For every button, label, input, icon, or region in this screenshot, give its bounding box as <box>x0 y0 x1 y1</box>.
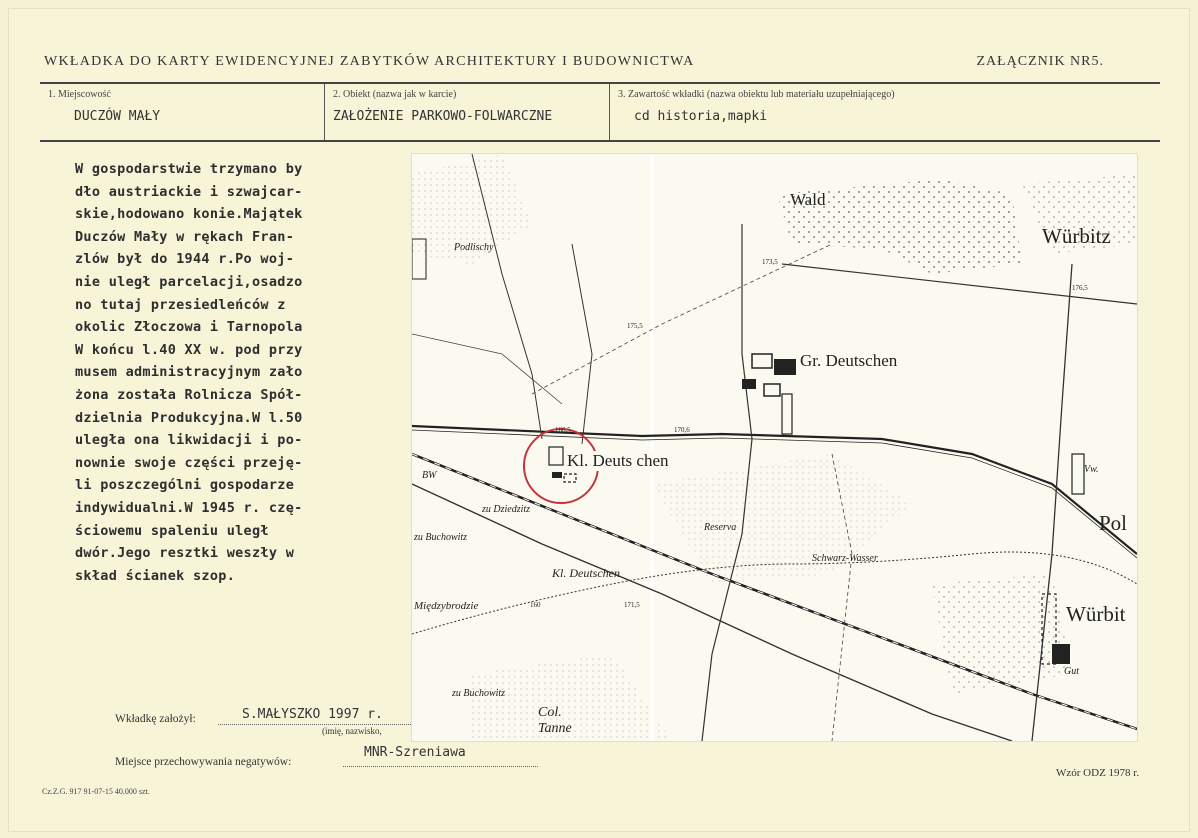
field-locality <box>40 84 324 140</box>
text-line: li poszczególni gospodarze <box>75 477 295 494</box>
text-line: skie,hodowano konie.Majątek <box>75 206 303 223</box>
map-label-zu-buchowitz-2: zu Buchowitz <box>452 688 506 699</box>
text-line: W końcu l.40 XX w. pod przy <box>75 341 303 358</box>
text-line: dwór.Jego resztki weszły w <box>75 545 295 562</box>
map-elevation: 170,6 <box>674 426 690 434</box>
field-object <box>324 84 609 140</box>
text-line: Duczów Mały w rękach Fran- <box>75 228 295 245</box>
map-label-zu-dziedzitz: zu Dziedzitz <box>482 504 531 515</box>
field-object-label: 2. Obiekt (nazwa jak w karcie) <box>333 89 457 100</box>
storage-line <box>343 766 538 767</box>
founder-label: Wkładkę założył: <box>115 713 196 725</box>
map-drawing <box>412 154 1137 741</box>
map-label-zu-buchowitz: zu Buchowitz <box>414 532 468 543</box>
founder-hint: (imię, nazwisko, <box>322 726 382 736</box>
map-label-miedzybrodzie: Międzybrodzie <box>414 600 479 612</box>
text-line: ściowemu spaleniu uległ <box>75 522 269 539</box>
map-label-col-tanne: Col. Tanne <box>538 705 572 736</box>
map-elevation: 175,5 <box>627 322 643 330</box>
map-label-wurbitz-bottom: Würbit <box>1066 602 1126 626</box>
map-label-wald: Wald <box>790 190 826 209</box>
map-elevation: 173,5 <box>762 258 778 266</box>
map-label-vw: Vw. <box>1084 464 1099 475</box>
text-line: żona została Rolnicza Spół- <box>75 386 303 403</box>
text-line: W gospodarstwie trzymano by <box>75 161 303 177</box>
map-label-schwarz-wasser: Schwarz-Wasser <box>812 553 878 564</box>
text-line: nownie swoje części przeję- <box>75 454 303 471</box>
map-elevation: 171,5 <box>624 601 640 609</box>
text-line: indywidualni.W 1945 r. czę- <box>75 499 303 516</box>
form-title: WKŁADKA DO KARTY EWIDENCYJNEJ ZABYTKÓW ARCHITEKTURY I BUDOWNICTWA <box>44 54 695 69</box>
text-line: musem administracyjnym zało <box>75 364 303 381</box>
map-label-pol: Pol <box>1099 511 1128 535</box>
founder-value: S.MAŁYSZKO 1997 r. <box>242 707 383 722</box>
text-line: okolic Złoczowa i Tarnopola <box>75 319 303 336</box>
text-line: nie uległ parcelacji,osadzo <box>75 273 303 290</box>
map-label-kl-deutschen-main: Kl. Deuts chen <box>567 451 669 470</box>
map-label-podlischy: Podlischy <box>454 242 494 253</box>
field-contents-value: cd historia,mapki <box>634 109 768 124</box>
field-contents-label: 3. Zawartość wkładki (nazwa obiektu lub materiału uzupełniającego) <box>618 89 895 100</box>
text-line: no tutaj przesiedleńców z <box>75 296 286 313</box>
map-elevation: 166,5 <box>555 426 571 434</box>
history-text <box>75 158 375 587</box>
storage-label: Miejsce przechowywania negatywów: <box>115 756 292 768</box>
text-line: dło austriackie i szwajcar- <box>75 183 303 200</box>
map-label-gut: Gut <box>1064 666 1079 677</box>
map-label-wurbitz-top: Würbitz <box>1042 224 1111 248</box>
historic-map <box>411 153 1138 742</box>
map-label-reserva: Reserva <box>704 522 737 533</box>
text-line: uległa ona likwidacji i po- <box>75 432 303 449</box>
storage-value: MNR-Szreniawa <box>364 745 466 760</box>
field-locality-label: 1. Miejscowość <box>48 89 111 100</box>
text-line: dzielnia Produkcyjna.W l.50 <box>75 409 303 426</box>
annex-number: ZAŁĄCZNIK NR5. <box>976 54 1104 69</box>
map-label-kl-deutschen-small: Kl. Deutschen <box>552 566 620 580</box>
text-line: zlów był do 1944 r.Po woj- <box>75 251 295 268</box>
fields-row <box>40 82 1160 142</box>
text-line: skład ścianek szop. <box>75 567 236 584</box>
form-model: Wzór ODZ 1978 r. <box>1056 767 1140 779</box>
field-locality-value: DUCZÓW MAŁY <box>74 109 161 124</box>
map-elevation: 176,5 <box>1072 284 1088 292</box>
field-object-value: ZAŁOŻENIE PARKOWO-FOLWARCZNE <box>333 109 553 124</box>
map-elevation: 160 <box>530 601 541 609</box>
founder-line <box>218 724 411 725</box>
map-label-bw: BW <box>422 470 437 481</box>
print-info: Cz.Z.G. 917 91-07-15 40.000 szt. <box>42 787 150 796</box>
field-contents <box>609 84 1160 140</box>
map-label-gr-deutschen: Gr. Deutschen <box>797 351 900 371</box>
